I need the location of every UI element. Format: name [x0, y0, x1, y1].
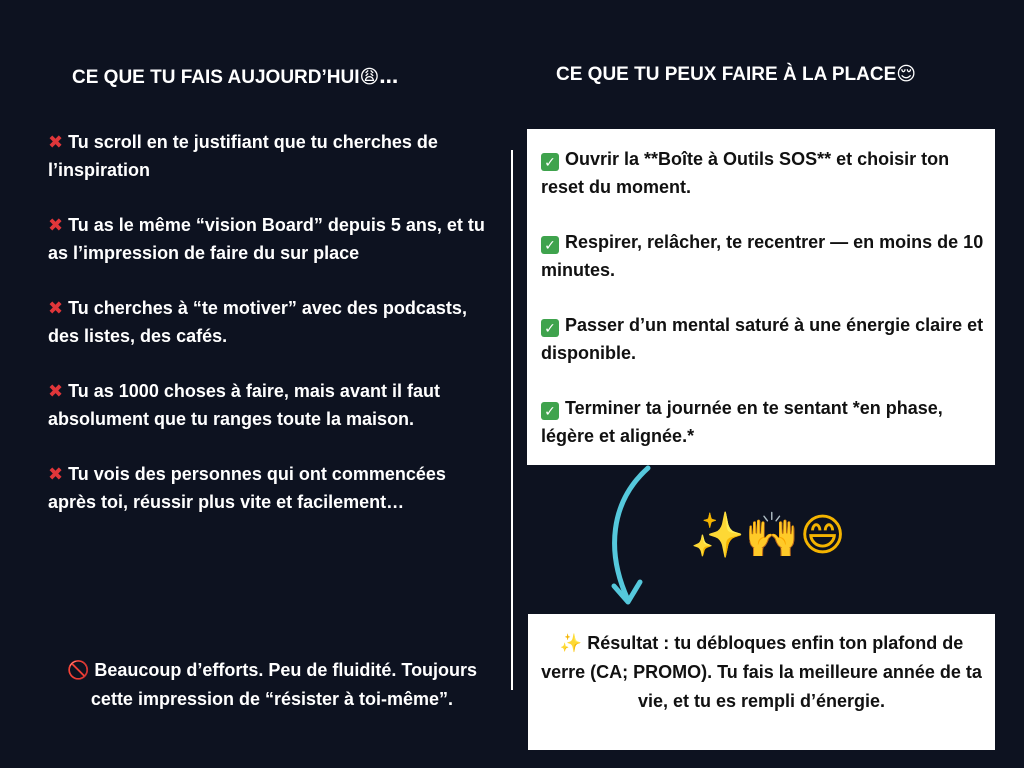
list-item [541, 228, 985, 284]
check-mark-icon: ✓ [541, 236, 559, 254]
left-heading-text: CE QUE TU FAIS AUJOURD’HUI [72, 67, 360, 88]
column-divider [511, 150, 513, 690]
left-summary [60, 656, 484, 714]
alternatives-box [527, 129, 995, 465]
list-item-text: Ouvrir la **Boîte à Outils SOS** et choisir ton reset du moment. [541, 149, 950, 197]
check-mark-icon: ✓ [541, 402, 559, 420]
list-item-text: Tu cherches à “te motiver” avec des podcasts, des listes, des cafés. [48, 298, 467, 346]
list-item [48, 377, 488, 433]
list-item [541, 311, 985, 367]
list-item-text: Passer d’un mental saturé à une énergie claire et disponible. [541, 315, 984, 363]
check-mark-icon: ✓ [541, 153, 559, 171]
list-item [48, 294, 488, 350]
result-text: Résultat : tu débloques enfin ton plafond de verre (CA; PROMO). Tu fais la meilleure année de ta vie, et tu es rempli d’énergie. [541, 633, 982, 711]
sparkles-icon: ✨ [559, 633, 583, 653]
list-item-text: Tu as 1000 choses à faire, mais avant il faut absolument que tu ranges toute la maison. [48, 381, 440, 429]
right-column-heading [556, 63, 916, 86]
current-habits-list [48, 128, 488, 543]
prohibited-icon: 🚫 [66, 660, 90, 680]
cross-mark-icon: ✖ [48, 381, 64, 401]
list-item-text: Terminer ta journée en te sentant *en phase, légère et alignée.* [541, 398, 943, 446]
right-heading-text: CE QUE TU PEUX FAIRE À LA PLACE [556, 64, 897, 85]
list-item [48, 460, 488, 516]
list-item-text: Respirer, relâcher, te recentrer — en moins de 10 minutes. [541, 232, 984, 280]
curved-arrow-icon [600, 462, 670, 612]
list-item [541, 145, 985, 201]
celebration-emojis-icon: ✨🙌😄 [690, 510, 846, 561]
cross-mark-icon: ✖ [48, 215, 64, 235]
list-item-text: Tu as le même “vision Board” depuis 5 ans, et tu as l’impression de faire du sur place [48, 215, 485, 263]
weary-face-icon: 😩… [359, 66, 399, 88]
cross-mark-icon: ✖ [48, 132, 64, 152]
cross-mark-icon: ✖ [48, 464, 64, 484]
cross-mark-icon: ✖ [48, 298, 64, 318]
list-item-text: Tu vois des personnes qui ont commencées après toi, réussir plus vite et facilement… [48, 464, 446, 512]
result-box [528, 614, 995, 750]
left-summary-text: Beaucoup d’efforts. Peu de fluidité. Toujours cette impression de “résister à toi-même”. [90, 660, 478, 709]
list-item-text: Tu scroll en te justifiant que tu cherches de l’inspiration [48, 132, 438, 180]
relieved-face-icon: 😌 [896, 63, 917, 85]
list-item [48, 128, 488, 184]
check-mark-icon: ✓ [541, 319, 559, 337]
left-column-heading [72, 66, 398, 89]
list-item [541, 394, 985, 450]
list-item [48, 211, 488, 267]
